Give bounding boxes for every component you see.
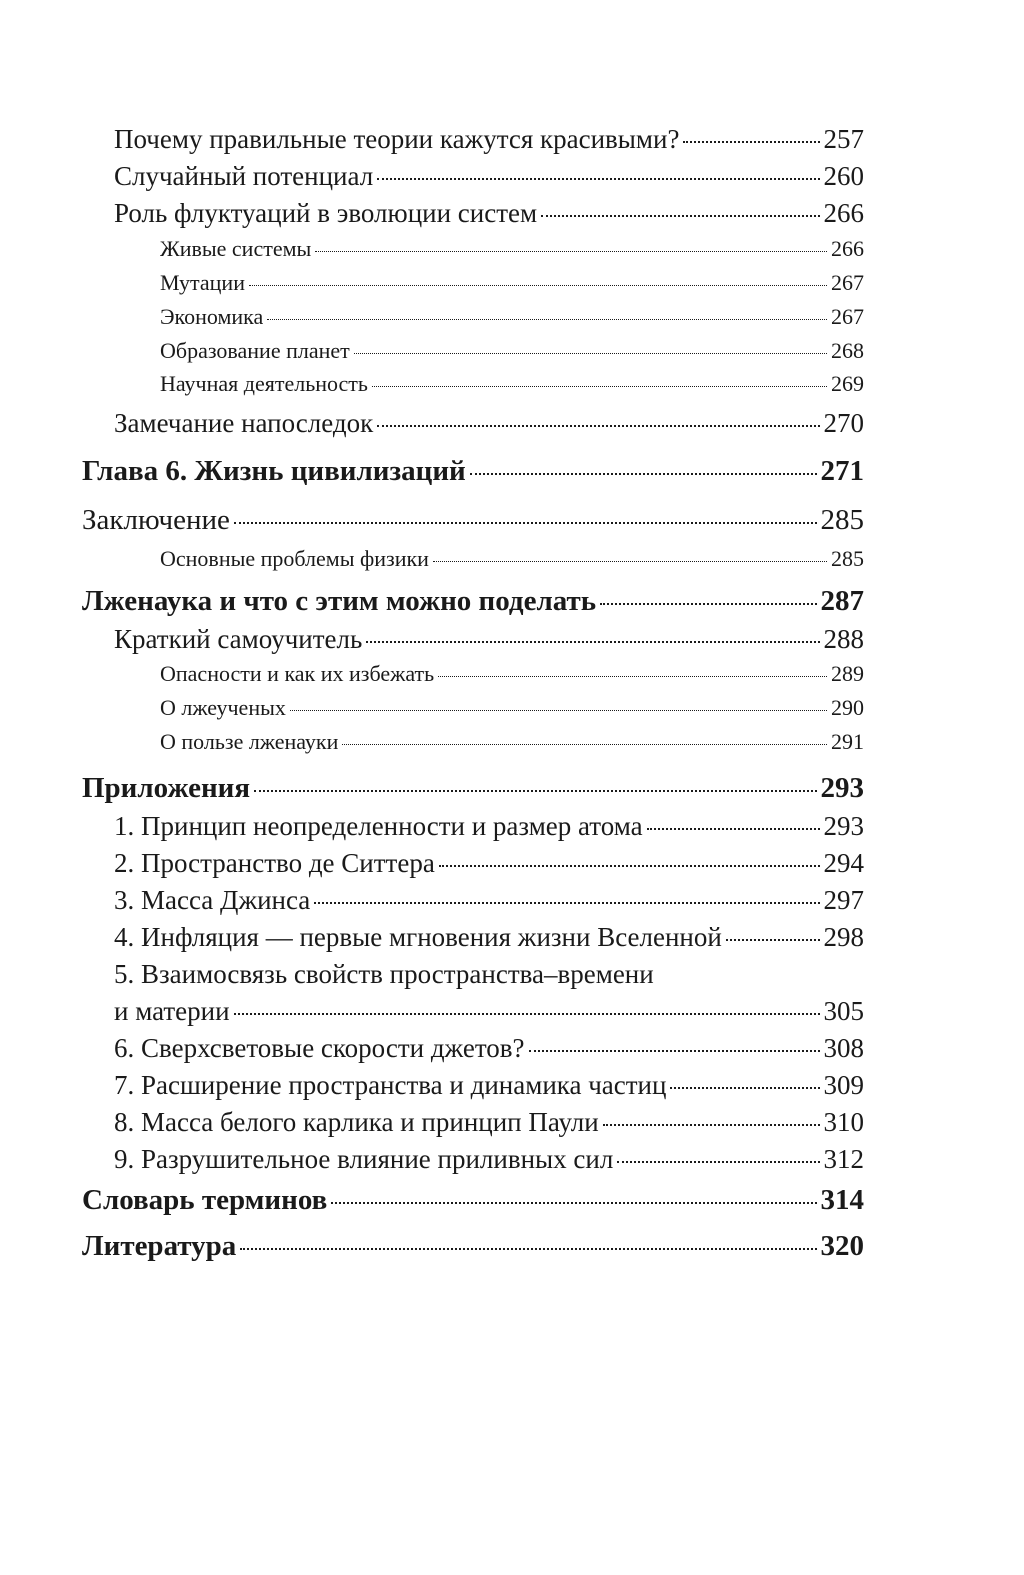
toc-subentry [160,304,864,330]
toc-entry-label: Роль флуктуаций в эволюции систем [114,198,538,228]
dot-leader [438,676,827,677]
dot-leader [670,1087,819,1089]
toc-page-number: 291 [831,729,864,754]
toc-page-number: 285 [820,504,864,536]
toc-page-number: 287 [820,585,864,617]
toc-subentry [160,338,864,364]
toc-entry-label: Основные проблемы физики [160,546,429,571]
toc-entry-label: Заключение [82,504,230,536]
toc-page-number: 294 [823,848,864,878]
toc-entry-label: Случайный потенциал [114,161,374,191]
toc-page-number: 320 [820,1230,864,1262]
toc-page-number: 268 [831,338,864,363]
dot-leader [377,425,819,427]
toc-entry [114,198,864,229]
toc-entry [114,1033,864,1064]
toc-entry-label: Литература [82,1230,237,1262]
dot-leader [433,561,827,562]
toc-page-number: 298 [823,922,864,952]
toc-entry-label: 8. Масса белого карлика и принцип Паули [114,1107,599,1137]
toc-page-number: 269 [831,371,864,396]
toc-page-number: 266 [823,198,864,228]
toc-entry [114,624,864,655]
dot-leader [683,141,819,143]
toc-chapter-heading [82,772,864,805]
toc-entry-label: 1. Принцип неопределенности и размер атома [114,811,643,841]
dot-leader [470,473,817,475]
dot-leader [617,1161,819,1163]
toc-entry-label: Почему правильные теории кажутся красивыми? [114,124,680,154]
toc-page-number: 310 [823,1107,864,1137]
toc-entry-label: Живые системы [160,236,312,261]
toc-subentry [160,661,864,687]
toc-entry [114,811,864,842]
toc-entry-label: 4. Инфляция — первые мгновения жизни Вселенной [114,922,722,952]
toc-page-number: 266 [831,236,864,261]
dot-leader [377,178,819,180]
toc-entry [114,996,864,1027]
toc-entry-label: Краткий самоучитель [114,624,363,654]
toc-subentry [160,695,864,721]
toc-entry [114,124,864,155]
toc-chapter-heading [82,455,864,488]
toc-entry-label: О лжеученых [160,695,286,720]
toc-page-number: 267 [831,270,864,295]
toc-entry [114,848,864,879]
toc-entry-label: Словарь терминов [82,1184,328,1216]
toc-entry-label-line: 5. Взаимосвязь свойств пространства–времени [114,959,654,989]
toc-chapter-heading [82,585,864,618]
dot-leader [647,828,820,830]
dot-leader [603,1124,820,1126]
toc-entry-label: Глава 6. Жизнь цивилизаций [82,455,466,487]
toc-entry-label: 7. Расширение пространства и динамика частиц [114,1070,667,1100]
toc-entry-label: Мутации [160,270,245,295]
toc-entry [114,1107,864,1138]
toc-page-number: 308 [823,1033,864,1063]
toc-entry-label: Опасности и как их избежать [160,661,435,686]
dot-leader [254,790,816,792]
toc-entry [114,161,864,192]
toc-entry [114,922,864,953]
toc-entry-label: Экономика [160,304,264,329]
dot-leader [234,522,817,524]
dot-leader [726,939,820,941]
dot-leader [314,902,819,904]
toc-entry-label: 9. Разрушительное влияние приливных сил [114,1144,614,1174]
dot-leader [240,1248,816,1250]
toc-subentry [160,371,864,397]
toc-entry [114,1070,864,1101]
toc-entry-label: Приложения [82,772,251,804]
dot-leader [372,386,827,387]
toc-page-number: 289 [831,661,864,686]
dot-leader [290,710,827,711]
dot-leader [234,1013,820,1015]
dot-leader [366,641,819,643]
toc-page-number: 267 [831,304,864,329]
dot-leader [529,1050,820,1052]
toc-entry [114,1144,864,1175]
toc-entry-label: О пользе лженауки [160,729,339,754]
dot-leader [354,353,827,354]
dot-leader [331,1202,816,1204]
toc-entry-label: и материи [114,996,230,1026]
toc-page-number: 312 [823,1144,864,1174]
toc-entry-label: Научная деятельность [160,371,368,396]
toc-entry-label: Образование планет [160,338,350,363]
dot-leader [342,744,827,745]
toc-page-number: 271 [820,455,864,487]
dot-leader [315,251,827,252]
toc-entry [114,408,864,439]
dot-leader [541,215,819,217]
toc-page-number: 297 [823,885,864,915]
toc-entry-label: Лженаука и что с этим можно поделать [82,585,597,617]
toc-subentry [160,729,864,755]
toc-subentry [160,546,864,572]
toc-page-number: 293 [823,811,864,841]
toc-subentry [160,270,864,296]
toc-entry-label: 2. Пространство де Ситтера [114,848,435,878]
toc-entry-label: Замечание напоследок [114,408,374,438]
toc-subentry [160,236,864,262]
toc-entry-label: 6. Сверхсветовые скорости джетов? [114,1033,525,1063]
toc-page-number: 260 [823,161,864,191]
toc-page-number: 309 [823,1070,864,1100]
toc-page-number: 288 [823,624,864,654]
toc-page-number: 257 [823,124,864,154]
toc-page-number: 270 [823,408,864,438]
dot-leader [439,865,820,867]
toc-page-number: 314 [820,1184,864,1216]
toc-chapter-heading [82,1184,864,1217]
toc-chapter-heading [82,504,864,537]
toc-page-number: 285 [831,546,864,571]
toc-page-number: 293 [820,772,864,804]
toc-page-number: 290 [831,695,864,720]
toc-page-number: 305 [823,996,864,1026]
toc-entry-label: 3. Масса Джинса [114,885,311,915]
dot-leader [249,285,827,286]
toc-chapter-heading [82,1230,864,1263]
dot-leader [267,319,827,320]
dot-leader [600,603,816,605]
toc-entry [114,885,864,916]
